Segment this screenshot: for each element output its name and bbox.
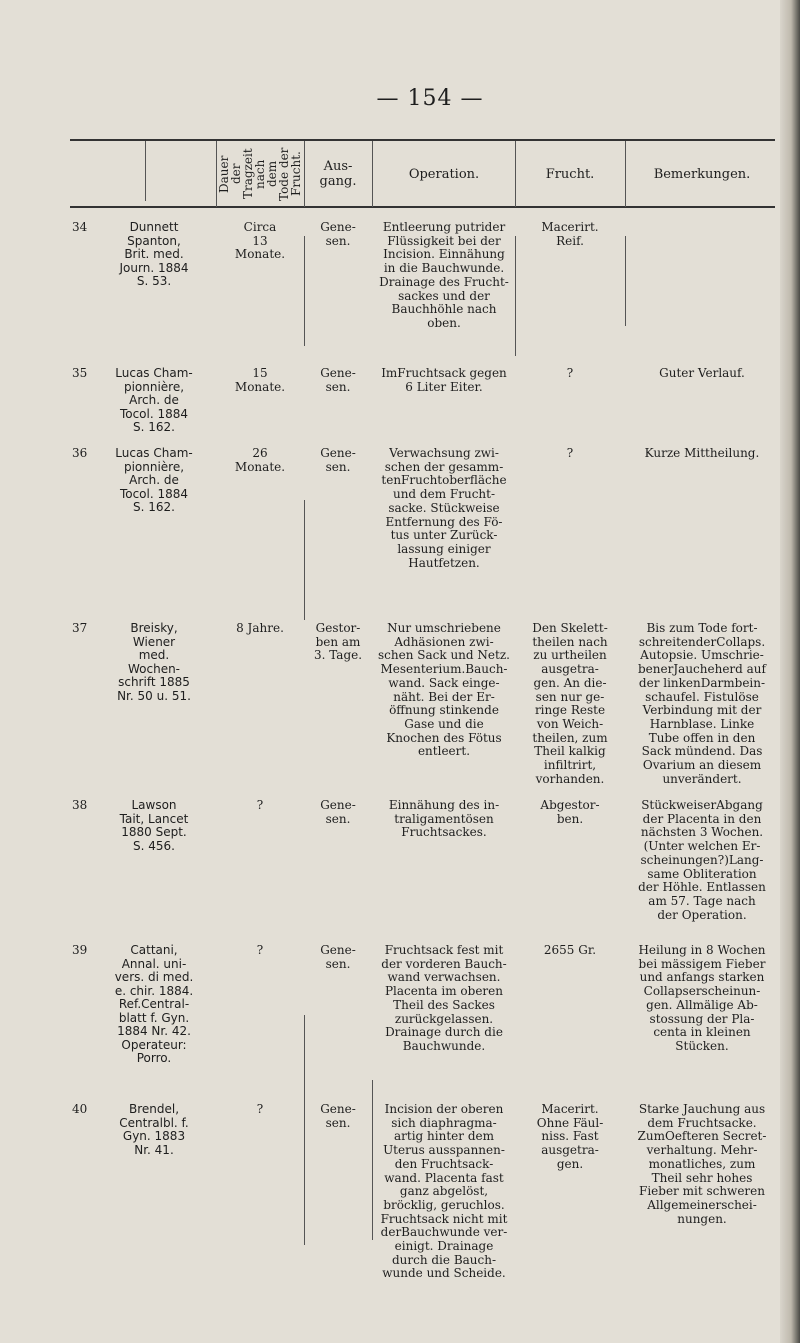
header-duration-line: Tragzeit: [241, 148, 255, 200]
column-divider: [625, 236, 626, 326]
outcome: Gene- sen.: [320, 943, 356, 971]
duration: 8 Jahre.: [236, 621, 284, 635]
remarks: StückweiserAbgang der Placenta in den nächsten 3 Wochen. (Unter welchen Er- scheinungen?)Lang- same Obliteration der Höhle. Entlassen am 57. Tage nach der Operation.: [638, 798, 766, 922]
remarks: Guter Verlauf.: [659, 366, 745, 380]
outcome: Gene- sen.: [320, 1102, 356, 1130]
duration: 15 Monate.: [234, 366, 286, 394]
remarks: Heilung in 8 Wochen bei mässigem Fieber und anfangs starken Collapserscheinun- gen. Allmälige Ab- stossung der Pla- centa in kleinen Stücken.: [638, 943, 766, 1053]
header-duration-line: Dauer der: [217, 155, 243, 193]
duration: Circa 13 Monate.: [234, 220, 286, 262]
page-fold-shadow: [780, 0, 800, 1343]
duration: ?: [256, 798, 264, 812]
header-outcome: Aus- gang.: [319, 159, 357, 189]
author-reference: Lawson Tait, Lancet 1880 Sept. S. 456.: [119, 798, 189, 853]
column-divider: [372, 1080, 373, 1240]
case-number: 35: [72, 366, 88, 380]
case-number: 37: [72, 621, 88, 635]
page-number: — 154 —: [376, 86, 484, 111]
author-reference: Brendel, Centralbl. f. Gyn. 1883 Nr. 41.: [119, 1102, 189, 1157]
operation: Verwachsung zwi- schen der gesamm- tenFruchtoberfläche und dem Frucht- sacke. Stückweise Entfernung des Fö- tus unter Zurück- lassung einiger Hautfetzen.: [381, 446, 507, 570]
header-remarks: Bemerkungen.: [653, 166, 751, 182]
operation: Entleerung putrider Flüssigkeit bei der Incision. Einnähung in die Bauchwunde. Drainage des Frucht- sackes und der Bauchhöhle nach oben.: [379, 220, 509, 330]
fruit: Macerirt. Reif.: [541, 220, 599, 248]
column-divider: [625, 141, 626, 207]
fruit: Macerirt. Ohne Fäul- niss. Fast ausgetra- gen.: [536, 1102, 604, 1171]
operation: Einnähung des in- traligamentösen Fruchtsackes.: [388, 798, 500, 840]
column-divider: [372, 141, 373, 207]
header-duration: [218, 146, 302, 202]
table-top-rule: [70, 139, 775, 141]
header-fruit: Frucht.: [545, 166, 595, 182]
header-operation: Operation.: [408, 166, 480, 182]
author-reference: Lucas Cham- pionnière, Arch. de Tocol. 1884 S. 162.: [115, 366, 193, 434]
outcome: Gestor- ben am 3. Tage.: [313, 621, 363, 663]
outcome: Gene- sen.: [320, 220, 356, 248]
case-number: 36: [72, 446, 88, 460]
outcome: Gene- sen.: [320, 366, 356, 394]
case-number: 40: [72, 1102, 88, 1116]
column-divider: [515, 236, 516, 356]
case-number: 39: [72, 943, 88, 957]
header-duration-line: Frucht.: [289, 151, 303, 197]
duration: 26 Monate.: [234, 446, 286, 474]
author-reference: Dunnett Spanton, Brit. med. Journ. 1884 S. 53.: [119, 220, 189, 288]
column-divider: [304, 236, 305, 346]
author-reference: Lucas Cham- pionnière, Arch. de Tocol. 1884 S. 162.: [115, 446, 193, 514]
fruit: ?: [566, 446, 574, 460]
author-reference: Cattani, Annal. uni- vers. di med. e. chir. 1884. Ref.Central- blatt f. Gyn. 1884 Nr. 42. Operateur: Porro.: [114, 943, 194, 1065]
fruit: 2655 Gr.: [543, 943, 597, 957]
column-divider: [304, 500, 305, 620]
remarks: Bis zum Tode fort- schreitenderCollaps. Autopsie. Umschrie- benerJaucheherd auf der linkenDarmbein- schaufel. Fistulöse Verbindung mit der Harnblase. Linke Tube offen in den Sack mündend. Das Ovarium an diesem unverändert.: [638, 621, 766, 786]
operation: ImFruchtsack gegen 6 Liter Eiter.: [381, 366, 507, 394]
outcome: Gene- sen.: [320, 798, 356, 826]
duration: ?: [256, 943, 264, 957]
fruit: Abgestor- ben.: [540, 798, 600, 826]
author-reference: Breisky, Wiener med. Wochen- schrift 1885 Nr. 50 u. 51.: [117, 621, 191, 703]
fruit: ?: [566, 366, 574, 380]
remarks: Kurze Mittheilung.: [644, 446, 760, 460]
case-number: 38: [72, 798, 88, 812]
case-number: 34: [72, 220, 88, 234]
header-duration-line: Tode der: [277, 147, 291, 201]
column-divider: [145, 141, 146, 201]
column-divider: [304, 1015, 305, 1245]
duration: ?: [256, 1102, 264, 1116]
operation: Nur umschriebene Adhäsionen zwi- schen Sack und Netz. Mesenterium.Bauch- wand. Sack einge- näht. Bei der Er- öffnung stinkende Gase und die Knochen des Fötus entleert.: [378, 621, 510, 759]
operation: Incision der oberen sich diaphragma- artig hinter dem Uterus ausspannen- den Fruchtsack- wand. Placenta fast ganz abgelöst, bröcklig, geruchlos. Fruchtsack nicht mit derBauchwunde ver- einigt. Drainage durch die Bauch- wunde und Scheide.: [380, 1102, 508, 1281]
remarks: Starke Jauchung aus dem Fruchtsacke. ZumOefteren Secret- verhaltung. Mehr- monatliches, zum Theil sehr hohes Fieber mit schweren Allgemeinerschei- nungen.: [637, 1102, 767, 1226]
header-duration-line: nach dem: [253, 159, 279, 189]
fruit: Den Skelett- theilen nach zu urtheilen ausgetra- gen. An die- sen nur ge- ringe Reste von Weich- theilen, zum Theil kalkig infiltrirt, vorhanden.: [532, 621, 608, 786]
table-header-rule: [70, 206, 775, 208]
outcome: Gene- sen.: [320, 446, 356, 474]
column-divider: [304, 141, 305, 207]
operation: Fruchtsack fest mit der vorderen Bauch- wand verwachsen. Placenta im oberen Theil des Sackes zurückgelassen. Drainage durch die Bauchwunde.: [381, 943, 507, 1053]
column-divider: [515, 141, 516, 207]
